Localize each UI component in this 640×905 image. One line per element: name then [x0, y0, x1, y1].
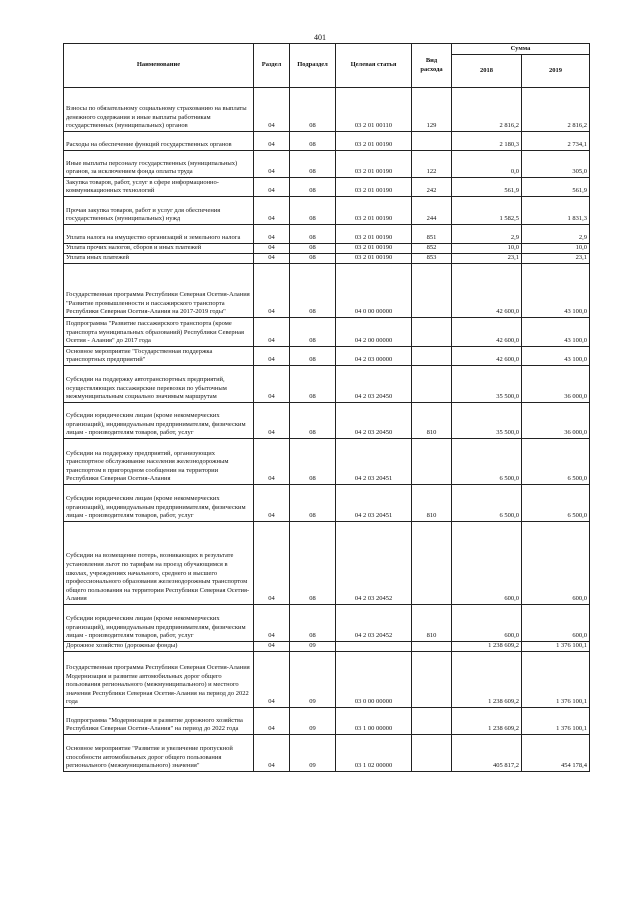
table-row: [64, 642, 590, 652]
row-name: Основное мероприятие "Развитие и увеличение пропускной способности автомобильных дорог общего пользования регионального (межмуниципального) значения": [64, 735, 254, 772]
row-expense-type: 852: [412, 244, 452, 254]
row-expense-type: 853: [412, 254, 452, 264]
row-target: [336, 642, 412, 652]
row-name: Субсидии юридическим лицам (кроме некоммерческих организаций), индивидуальным предпринимателям, физическим лицам - производителям товаров, работ, услуг: [64, 485, 254, 522]
header-subsection: Подраздел: [290, 44, 336, 88]
row-name: Субсидии юридическим лицам (кроме некоммерческих организаций), индивидуальным предпринимателям, физическим лицам - производителям товаров, работ, услуг: [64, 403, 254, 439]
row-target: 03 2 01 00190: [336, 151, 412, 178]
row-value-2018: 6 500,0: [452, 439, 522, 485]
row-target: 04 2 03 20451: [336, 439, 412, 485]
row-subsection: 08: [290, 225, 336, 244]
row-name: Уплата иных платежей: [64, 254, 254, 264]
table-body: [64, 88, 590, 772]
row-value-2018: 42 600,0: [452, 318, 522, 347]
table-row: [64, 254, 590, 264]
row-name: Подпрограмма "Развитие пассажирского транспорта (кроме транспорта муниципальных образований) Республики Северная Осетия - Алания" до 2017 года: [64, 318, 254, 347]
row-subsection: 08: [290, 178, 336, 197]
row-name: Закупка товаров, работ, услуг в сфере информационно-коммуникационных технологий: [64, 178, 254, 197]
table-row: [64, 485, 590, 522]
row-expense-type: 810: [412, 605, 452, 642]
row-expense-type: [412, 708, 452, 735]
row-target: 04 2 03 20450: [336, 366, 412, 403]
row-section: 04: [254, 485, 290, 522]
row-expense-type: [412, 652, 452, 708]
row-subsection: 08: [290, 522, 336, 605]
row-target: 04 2 03 20452: [336, 605, 412, 642]
row-target: 03 2 01 00190: [336, 254, 412, 264]
row-section: 04: [254, 522, 290, 605]
row-subsection: 08: [290, 347, 336, 366]
row-target: 04 2 03 00000: [336, 347, 412, 366]
table-row: [64, 178, 590, 197]
row-name: Основное мероприятие "Государственная поддержка транспортных предприятий": [64, 347, 254, 366]
row-section: 04: [254, 197, 290, 225]
header-target: Целевая статья: [336, 44, 412, 88]
row-value-2018: 561,9: [452, 178, 522, 197]
row-name: Государственная программа Республики Северная Осетия-Алания "Развитие промышленности и пассажирского транспорта Республики Северная Осетия-Алания на 2017-2019 годы": [64, 264, 254, 318]
row-subsection: 09: [290, 735, 336, 772]
row-value-2018: 0,0: [452, 151, 522, 178]
table-row: [64, 132, 590, 151]
row-section: 04: [254, 366, 290, 403]
row-section: 04: [254, 605, 290, 642]
row-section: 04: [254, 735, 290, 772]
table-row: [64, 318, 590, 347]
row-value-2019: 1 376 100,1: [522, 708, 590, 735]
table-row: [64, 88, 590, 132]
row-name: Иные выплаты персоналу государственных (муниципальных) органов, за исключением фонда оплаты труда: [64, 151, 254, 178]
row-target: 04 2 03 20452: [336, 522, 412, 605]
row-subsection: 08: [290, 244, 336, 254]
row-value-2019: 1 376 100,1: [522, 652, 590, 708]
row-section: 04: [254, 178, 290, 197]
row-name: Субсидии на поддержку автотранспортных предприятий, осуществляющих пассажирские перевозки по убыточным межмуниципальным социально значимым маршрутам: [64, 366, 254, 403]
table-row: [64, 347, 590, 366]
row-subsection: 08: [290, 318, 336, 347]
row-value-2019: 305,0: [522, 151, 590, 178]
row-subsection: 08: [290, 403, 336, 439]
row-value-2019: 36 000,0: [522, 366, 590, 403]
row-section: 04: [254, 132, 290, 151]
row-value-2019: 10,0: [522, 244, 590, 254]
row-value-2018: 35 500,0: [452, 403, 522, 439]
row-subsection: 08: [290, 88, 336, 132]
row-value-2019: 600,0: [522, 605, 590, 642]
table-row: [64, 225, 590, 244]
table-row: [64, 151, 590, 178]
row-value-2018: 2 816,2: [452, 88, 522, 132]
header-expense-type: Вид расхода: [412, 44, 452, 88]
row-value-2018: 1 238 609,2: [452, 652, 522, 708]
row-expense-type: [412, 439, 452, 485]
table-header: [64, 44, 590, 88]
row-section: 04: [254, 403, 290, 439]
header-sum: Сумма: [452, 44, 590, 55]
row-target: 03 2 01 00190: [336, 178, 412, 197]
header-year-2019: 2019: [522, 55, 590, 88]
row-section: 04: [254, 244, 290, 254]
row-value-2019: 600,0: [522, 522, 590, 605]
row-name: Расходы на обеспечение функций государственных органов: [64, 132, 254, 151]
row-name: Субсидии на возмещение потерь, возникающих в результате установления льгот по тарифам на проезд обучающимся в школах, учреждениях начального, среднего и высшего профессионального образования железнодорожным транспортом общего пользования на территории Республики Северная Осетия-Алания: [64, 522, 254, 605]
row-expense-type: [412, 366, 452, 403]
table-row: [64, 403, 590, 439]
table-row: [64, 439, 590, 485]
row-value-2018: 1 238 609,2: [452, 642, 522, 652]
row-section: 04: [254, 318, 290, 347]
row-value-2019: 1 831,3: [522, 197, 590, 225]
table-row: [64, 522, 590, 605]
row-name: Подпрограмма "Модернизация и развитие дорожного хозяйства Республики Северная Осетия-Алания" на период до 2022 года: [64, 708, 254, 735]
row-subsection: 09: [290, 708, 336, 735]
row-subsection: 08: [290, 439, 336, 485]
row-value-2018: 600,0: [452, 522, 522, 605]
row-name: Уплата налога на имущество организаций и земельного налога: [64, 225, 254, 244]
row-target: 03 0 00 00000: [336, 652, 412, 708]
row-value-2019: 561,9: [522, 178, 590, 197]
row-expense-type: [412, 735, 452, 772]
row-expense-type: 242: [412, 178, 452, 197]
row-subsection: 09: [290, 652, 336, 708]
row-expense-type: [412, 347, 452, 366]
table-row: [64, 244, 590, 254]
row-value-2019: 43 100,0: [522, 347, 590, 366]
table-row: [64, 708, 590, 735]
row-value-2018: 1 582,5: [452, 197, 522, 225]
row-section: 04: [254, 347, 290, 366]
row-section: 04: [254, 254, 290, 264]
row-target: 03 2 01 00190: [336, 197, 412, 225]
row-value-2018: 600,0: [452, 605, 522, 642]
row-expense-type: [412, 264, 452, 318]
row-target: 04 2 03 20450: [336, 403, 412, 439]
row-name: Субсидии юридическим лицам (кроме некоммерческих организаций), индивидуальным предпринимателям, физическим лицам - производителям товаров, работ, услуг: [64, 605, 254, 642]
row-section: 04: [254, 642, 290, 652]
row-section: 04: [254, 264, 290, 318]
table-row: [64, 366, 590, 403]
row-subsection: 08: [290, 264, 336, 318]
row-value-2018: 6 500,0: [452, 485, 522, 522]
row-value-2019: 454 178,4: [522, 735, 590, 772]
row-value-2019: 2 734,1: [522, 132, 590, 151]
row-value-2018: 35 500,0: [452, 366, 522, 403]
row-name: Дорожное хозяйство (дорожные фонды): [64, 642, 254, 652]
table-row: [64, 652, 590, 708]
row-expense-type: 244: [412, 197, 452, 225]
row-target: 04 2 00 00000: [336, 318, 412, 347]
row-value-2019: 6 500,0: [522, 485, 590, 522]
row-value-2018: 42 600,0: [452, 347, 522, 366]
row-value-2019: 43 100,0: [522, 264, 590, 318]
table-row: [64, 197, 590, 225]
row-target: 03 2 01 00190: [336, 132, 412, 151]
row-subsection: 08: [290, 197, 336, 225]
row-expense-type: [412, 522, 452, 605]
row-value-2018: 2,9: [452, 225, 522, 244]
row-section: 04: [254, 652, 290, 708]
row-value-2018: 10,0: [452, 244, 522, 254]
row-subsection: 09: [290, 642, 336, 652]
row-name: Прочая закупка товаров, работ и услуг для обеспечения государственных (муниципальных) нужд: [64, 197, 254, 225]
row-section: 04: [254, 708, 290, 735]
row-expense-type: 129: [412, 88, 452, 132]
row-expense-type: 810: [412, 403, 452, 439]
row-value-2018: 42 600,0: [452, 264, 522, 318]
row-name: Государственная программа Республики Северная Осетия-Алания Модернизация и развитие автомобильных дорог общего пользования регионального (межмуниципального) и местного значения Республики Северная Осетия-Алания на период до 2022 года: [64, 652, 254, 708]
row-value-2019: 6 500,0: [522, 439, 590, 485]
budget-table: [63, 43, 590, 772]
row-target: 03 2 01 00110: [336, 88, 412, 132]
row-expense-type: 122: [412, 151, 452, 178]
row-subsection: 08: [290, 366, 336, 403]
row-section: 04: [254, 225, 290, 244]
row-name: Уплата прочих налогов, сборов и иных платежей: [64, 244, 254, 254]
page-number: 401: [314, 33, 326, 42]
row-value-2019: 1 376 100,1: [522, 642, 590, 652]
row-subsection: 08: [290, 132, 336, 151]
row-value-2019: 36 000,0: [522, 403, 590, 439]
row-name: Взносы по обязательному социальному страхованию на выплаты денежного содержания и иные выплаты работникам государственных (муниципальных) органов: [64, 88, 254, 132]
row-value-2019: 2 816,2: [522, 88, 590, 132]
row-section: 04: [254, 439, 290, 485]
row-expense-type: [412, 132, 452, 151]
row-target: 03 2 01 00190: [336, 225, 412, 244]
row-expense-type: 851: [412, 225, 452, 244]
row-value-2018: 23,1: [452, 254, 522, 264]
row-expense-type: [412, 318, 452, 347]
row-subsection: 08: [290, 605, 336, 642]
row-target: 03 1 00 00000: [336, 708, 412, 735]
row-value-2018: 1 238 609,2: [452, 708, 522, 735]
row-value-2018: 405 817,2: [452, 735, 522, 772]
row-target: 04 0 00 00000: [336, 264, 412, 318]
row-section: 04: [254, 151, 290, 178]
row-value-2018: 2 180,3: [452, 132, 522, 151]
row-target: 04 2 03 20451: [336, 485, 412, 522]
header-name: Наименование: [64, 44, 254, 88]
row-value-2019: 23,1: [522, 254, 590, 264]
row-subsection: 08: [290, 254, 336, 264]
row-expense-type: [412, 642, 452, 652]
header-year-2018: 2018: [452, 55, 522, 88]
header-section: Раздел: [254, 44, 290, 88]
row-subsection: 08: [290, 151, 336, 178]
table-row: [64, 264, 590, 318]
row-target: 03 2 01 00190: [336, 244, 412, 254]
row-name: Субсидии на поддержку предприятий, организующих транспортное обслуживание населения железнодорожным транспортом в пригородном сообщении на территории Республики Северная Осетия-Алания: [64, 439, 254, 485]
table-row: [64, 735, 590, 772]
row-expense-type: 810: [412, 485, 452, 522]
table-row: [64, 605, 590, 642]
row-target: 03 1 02 00000: [336, 735, 412, 772]
row-value-2019: 43 100,0: [522, 318, 590, 347]
row-section: 04: [254, 88, 290, 132]
row-subsection: 08: [290, 485, 336, 522]
row-value-2019: 2,9: [522, 225, 590, 244]
